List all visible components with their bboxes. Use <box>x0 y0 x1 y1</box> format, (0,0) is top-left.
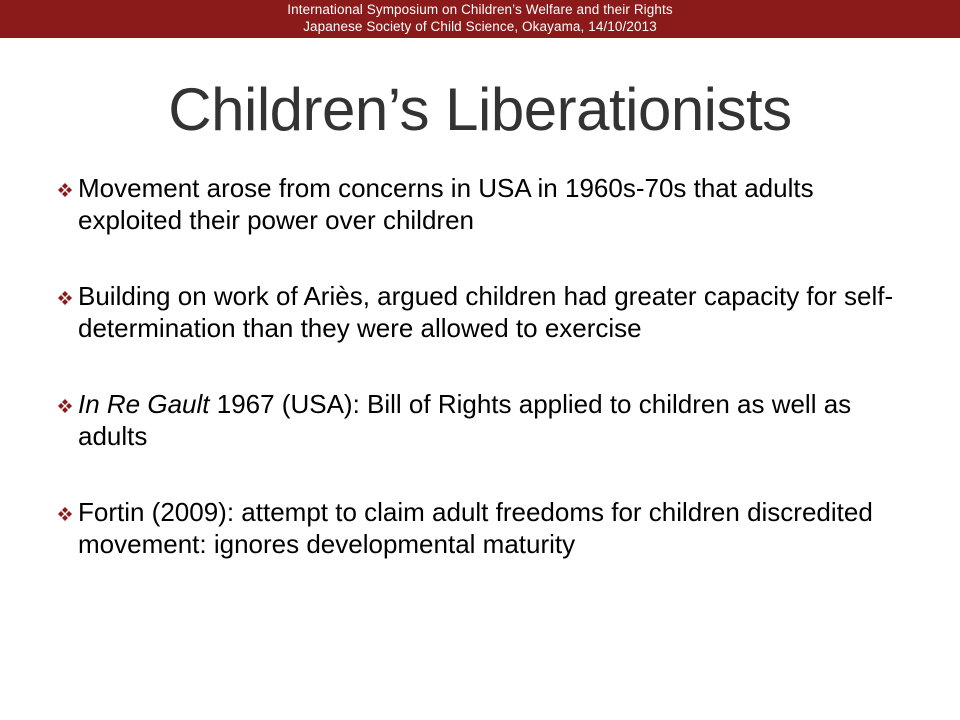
slide-title: Children’s Liberationists <box>168 76 792 143</box>
header-line-1: International Symposium on Children’s Welfare and their Rights <box>287 2 673 17</box>
bullet-item-1 <box>58 172 918 236</box>
four-diamond-bullet-icon <box>58 399 72 413</box>
bullet-text: Movement arose from concerns in USA in 1960s-70s that adults exploited their power over children <box>78 173 814 235</box>
bullet-text: Building on work of Ariès, argued children had greater capacity for self-determination than they were allowed to exercise <box>78 281 894 343</box>
header-band <box>0 0 960 38</box>
four-diamond-bullet-icon <box>58 183 72 197</box>
bullet-item-3 <box>58 388 918 452</box>
bullet-text: 1967 (USA): Bill of Rights applied to children as well as adults <box>78 389 852 451</box>
bullet-text: Fortin (2009): attempt to claim adult freedoms for children discredited movement: ignores developmental maturity <box>78 497 873 559</box>
header-line-2: Japanese Society of Child Science, Okayama, 14/10/2013 <box>303 19 657 34</box>
four-diamond-bullet-icon <box>58 507 72 521</box>
bullet-item-2 <box>58 280 918 344</box>
four-diamond-bullet-icon <box>58 291 72 305</box>
bullet-item-4 <box>58 496 918 560</box>
case-name-italic: In Re Gault <box>78 389 210 419</box>
bullet-list <box>58 172 918 604</box>
